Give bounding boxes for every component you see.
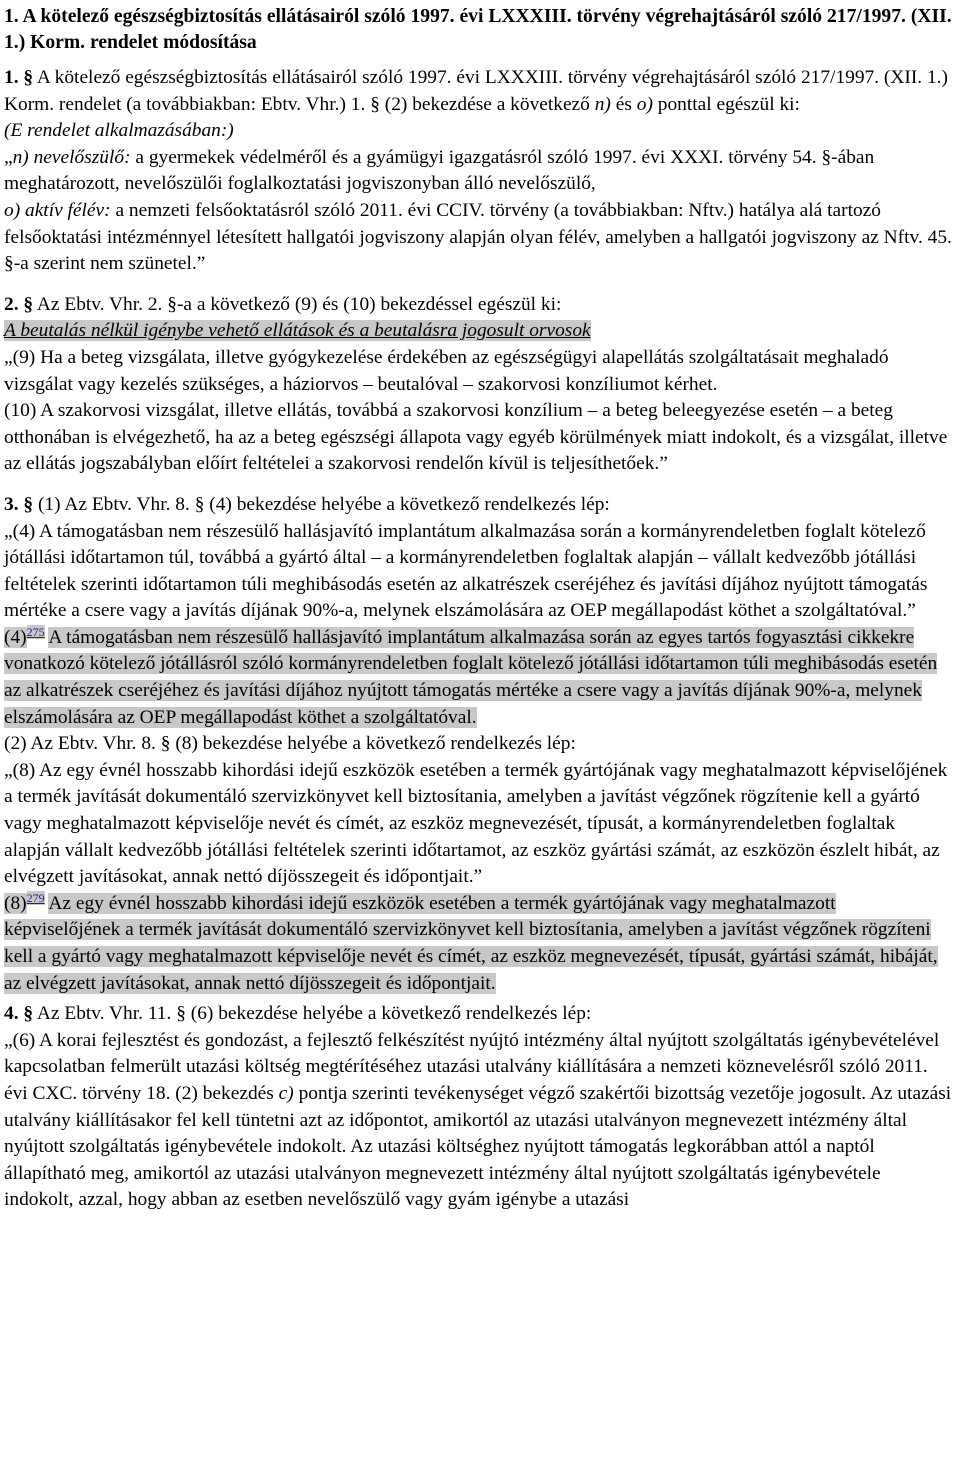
document-title: 1. A kötelező egészségbiztosítás ellátásairól szóló 1997. évi LXXXIII. törvény végrehajtásáról szóló 217/1997. (XII. 1.) Korm. rendelet módosítása: [4, 6, 952, 53]
section-1-context: (E rendelet alkalmazásában:): [4, 120, 234, 142]
section-sign: §: [370, 93, 380, 115]
section-3-intro-1: [4, 492, 954, 519]
section-3-intro-1-text: (1) Az Ebtv. Vhr. 8.: [37, 493, 190, 515]
section-3-intro-2: [4, 731, 954, 758]
section-1-number: 1.: [4, 67, 19, 88]
paragraph-8-old-text: Az egy évnél hosszabb kihordási idejű eszközök esetében a termék gyártójának vagy meghatalmazott képviselőjének a termék javítását dokumentáló szervizkönyvet kell biztosítania, amelyben a javítást végzőnek rögzíteni kell a gyártó vagy meghatalmazott képviselője nevét és címét, az eszköz megnevezését, típusát, gyártási számát, hibáját, az elvégzett javításokat, annak nettó díjösszegeit és időpontjait.: [4, 892, 938, 994]
section-1-intro-text: A kötelező egészségbiztosítás ellátásairól szóló 1997. évi LXXXIII. törvény végrehajtásáról szóló 217/1997. (XII. 1.) Korm. rendelet (a továbbiakban: Ebtv. Vhr.) 1.: [4, 67, 948, 115]
section-sign: §: [23, 293, 34, 315]
point-o-label: o) aktív félév:: [4, 199, 111, 221]
section-3-number: 3.: [4, 493, 19, 515]
section-sign: §: [4, 253, 14, 275]
footnote-link-279[interactable]: 279: [26, 890, 45, 905]
section-1-intro-text-d: ponttal egészül ki:: [657, 93, 800, 115]
paragraph-8-old: [4, 891, 954, 997]
point-letter: n): [594, 93, 611, 115]
section-2-number: 2.: [4, 293, 19, 315]
section-2-heading-line: [4, 318, 954, 345]
section-3-intro-1-text-b: (4) bekezdése helyébe a következő rendelkezés lép:: [209, 493, 610, 515]
section-4-intro: [4, 1001, 954, 1028]
paragraph-4-old-label: (4): [4, 626, 27, 648]
document-page: [0, 4, 960, 1214]
section-4-intro-text-b: (6) bekezdése helyébe a következő rendelkezés lép:: [190, 1003, 592, 1025]
section-4-number: 4.: [4, 1003, 19, 1025]
section-1-intro-text-c: és: [615, 93, 632, 115]
section-sign: §: [176, 1003, 186, 1025]
section-2-heading: A beutalás nélkül igénybe vehető ellátások és a beutalásra jogosult orvosok: [4, 320, 591, 342]
section-sign: §: [23, 493, 34, 515]
point-o-text: a nemzeti felsőoktatásról szóló 2011. évi CCIV. törvény (a továbbiakban: Nftv.) hatálya alá tartozó felsőoktatási intézménnyel létesített hallgatói jogviszony alapján olyan félév, amelyben a hallgatói jogviszony az Nftv. 45.: [4, 199, 952, 248]
section-sign: §: [160, 733, 171, 755]
paragraph-10: (10) A szakorvosi vizsgálat, illetve ellátás, továbbá a szakorvosi konzílium – a beteg beleegyezése esetén – a beteg otthonában is elvégezhető, ha az a beteg egészségi állapota vagy egyéb körülmények miatt indokolt, és a vizsgálat, illetve az ellátás jogszabályban előírt feltételei a szakorvosi rendelőn kívül is teljesíthetőek.”: [4, 400, 948, 475]
section-sign: §: [194, 493, 205, 515]
section-1-intro-text-b: (2) bekezdése a következő: [384, 93, 590, 115]
section-1-intro: [4, 65, 954, 118]
paragraph-4-new: „(4) A támogatásban nem részesülő hallásjavító implantátum alkalmazása során a kormányrendeletben foglalt kötelező jótállási időtartamon túl, továbbá a gyártó által – a kormányrendeletben foglaltak alapján – vállalt kedvezőbb jótállási feltételek szerinti időtartamon túli meghibásodás esetén az alkatrészek cseréjéhez és javítási díjához nyújtott támogatás mértéke a csere vagy a javítás díjának 90%-a, melynek elszámolására az OEP megállapodást köthet a szolgáltatóval.”: [4, 520, 928, 622]
paragraph-8-old-label: (8): [4, 892, 27, 914]
section-sign: §: [167, 293, 177, 315]
paragraph-4-old: [4, 625, 954, 731]
spacer: [4, 278, 954, 292]
point-n-label: n) nevelőszülő:: [12, 146, 131, 168]
point-n: [4, 145, 954, 198]
section-3-intro-2-text: (2) Az Ebtv. Vhr. 8.: [4, 733, 156, 755]
paragraph-6: [4, 1028, 954, 1214]
section-sign: §: [23, 67, 34, 88]
point-n-text-b: -ában meghatározott, nevelőszülői foglalkoztatási jogviszonyban álló nevelőszülő,: [4, 146, 875, 195]
section-3-intro-2-text-b: (8) bekezdése helyébe a következő rendelkezés lép:: [175, 733, 576, 755]
paragraph-6-text-a: „(6) A korai fejlesztést és gondozást, a fejlesztő felkészítést nyújtó intézmény által nyújtott szolgáltatás igénybevételével kapcsolatban felmerült utazási költség megtérítéséhez utazási utalvány kiállítására a nemzeti köznevelésről szóló 2011. évi CXC. törvény 18.: [4, 1029, 940, 1104]
section-sign: §: [821, 146, 832, 168]
section-2-intro-text-b: -a a következő (9) és (10) bekezdéssel egészül ki:: [176, 293, 562, 315]
section-2-intro: [4, 292, 954, 319]
paragraph-4-old-text: A támogatásban nem részesülő hallásjavító implantátum alkalmazása során az egyes tartós fogyasztási cikkekre vonatkozó kötelező jótállásról szóló kormányrendeletben foglalt kötelező jótállási időtartamon túli meghibásodás esetén az alkatrészek cseréjéhez és javítási díjához nyújtott támogatás mértéke a csere vagy a javítás díjának 90%-a, melynek elszámolására az OEP megállapodást köthet a szolgáltatóval.: [4, 626, 938, 728]
section-sign: §: [23, 1003, 34, 1025]
paragraph-8-new: „(8) Az egy évnél hosszabb kihordási idejű eszközök esetében a termék gyártójának vagy meghatalmazott képviselőjének a termék javítását dokumentáló szervizkönyvet kell biztosítania, amelyben a javítást végzőnek rögzítenie kell a gyártó vagy meghatalmazott képviselője nevét és címét, az eszköz megnevezését, típusát, a kormányrendeletben foglaltak alapján vállalt kedvezőbb jótállási feltételek szerinti időtartamot, az eszköz gyártási számát, az eszközön észlelt hibát, az elvégzett javításokat, annak nettó díjösszegeit és időpontjait.”: [4, 759, 948, 888]
paragraph-9: „(9) Ha a beteg vizsgálata, illetve gyógykezelése érdekében az egészségügyi alapellátás szolgáltatásait meghaladó vizsgálat vagy kezelés szükséges, a háziorvos – beutalóval – szakorvosi konzíliumot kérhet.: [4, 346, 889, 395]
point-o-text-b: -a szerint nem szünetel.”: [13, 253, 206, 275]
paragraph-6-text-d: pontja szerinti tevékenységet végző szakértői bizottság vezetője jogosult. Az utazási utalvány kiállításakor fel kell tüntetni azt az időpontot, amikortól az utazási utalványon megnevezett intézmény által nyújtott szolgáltatás igénybevétele indokolt. Az utazási költséghez nyújtott támogatás legkorábban attól a naptól állapítható meg, amikortól az utazási utalványon megnevezett intézmény által nyújtott szolgáltatás igénybevétele indokolt, azzal, hogy abban az esetben nevelőszülő vagy gyám igénybe a utazási: [4, 1082, 952, 1211]
footnote-link-275[interactable]: 275: [26, 624, 45, 639]
point-o: [4, 198, 954, 278]
point-letter: o): [636, 93, 653, 115]
opening-quote: „: [4, 146, 13, 168]
point-letter: c): [278, 1082, 294, 1104]
point-n-text: a gyermekek védelméről és a gyámügyi igazgatásról szóló 1997. évi XXXI. törvény 54.: [135, 146, 817, 168]
paragraph-6-text-b: (2) bekezdés: [175, 1082, 274, 1104]
section-2-intro-text: Az Ebtv. Vhr. 2.: [36, 293, 163, 315]
spacer: [4, 478, 954, 492]
section-4-intro-text: Az Ebtv. Vhr. 11.: [36, 1003, 172, 1025]
